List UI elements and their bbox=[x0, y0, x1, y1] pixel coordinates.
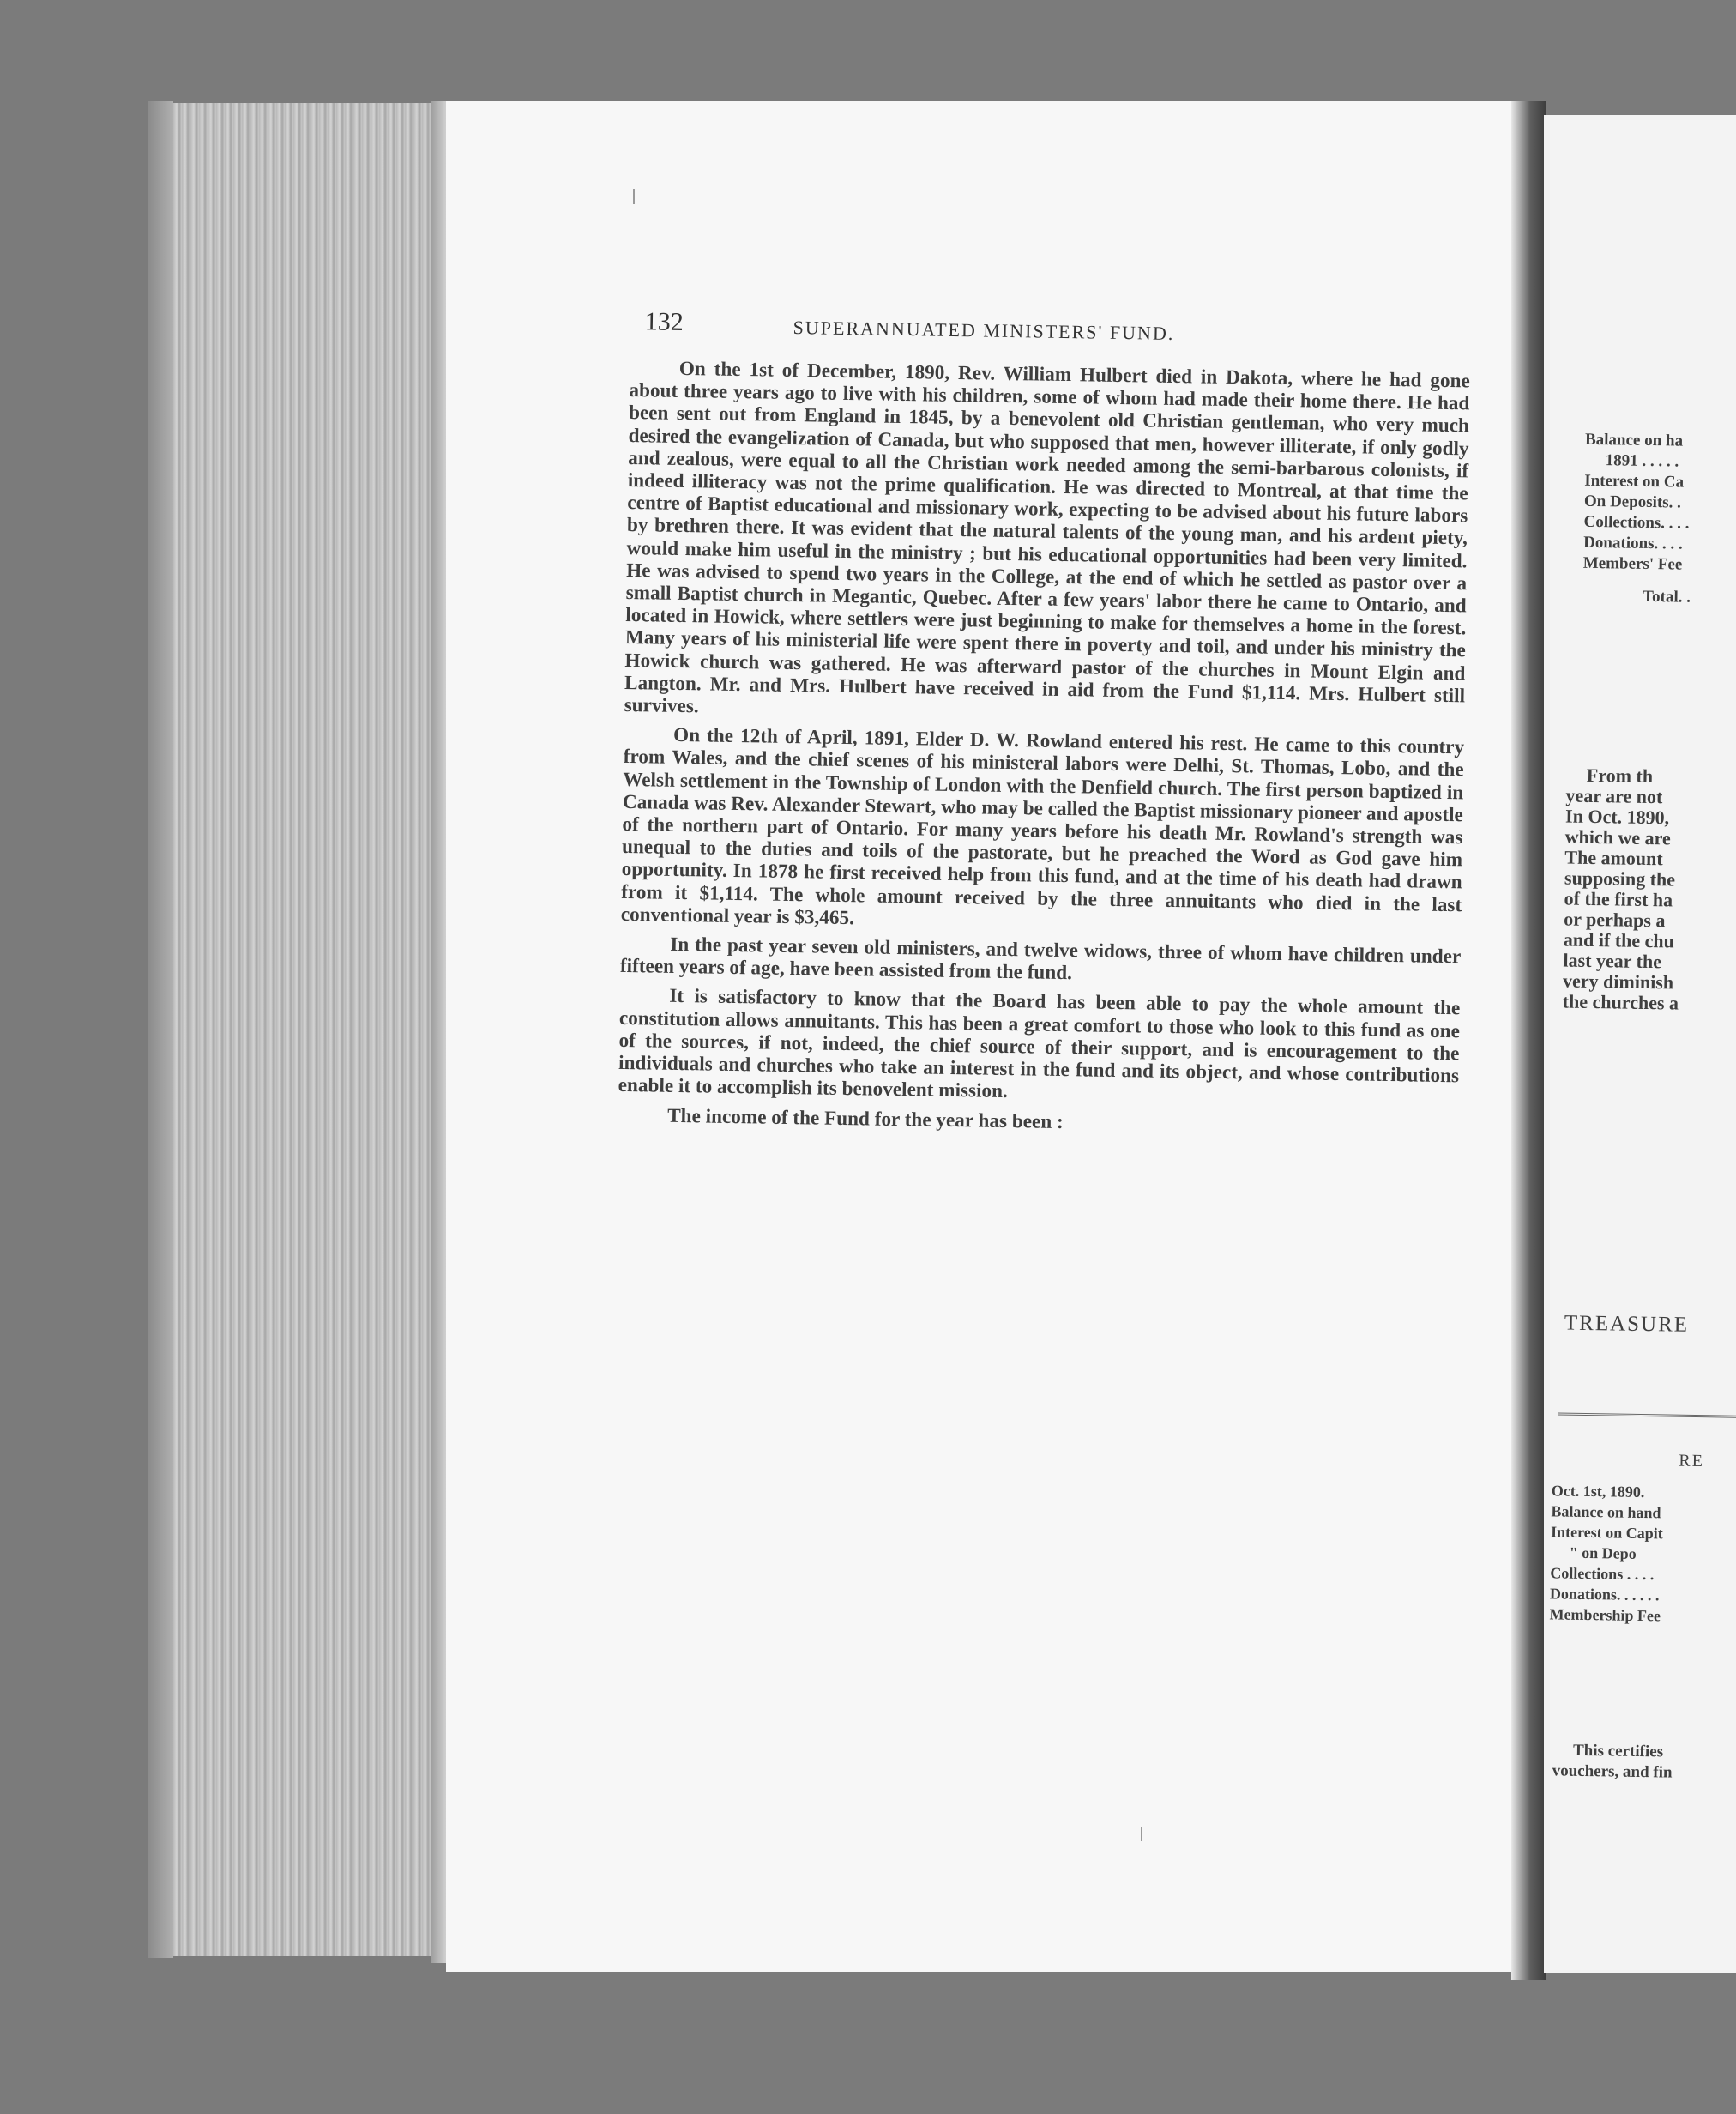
main-text-block bbox=[618, 307, 1471, 1146]
right-page bbox=[1544, 115, 1736, 1973]
table-row: Interest on Ca bbox=[1584, 471, 1685, 492]
paragraph-satisfactory: It is satisfactory to know that the Board has been able to pay the whole amount the constitution allows annuitants. This has been a great comfort to those who look to this fund as one of the sources, if not, indeed, the chief source of their support, and is encouragement to the individuals and churches who take an interest in the fund and its object, and whose contributions enable it to accomplish its benovelent mission. bbox=[618, 985, 1461, 1103]
table-row: Membership Fee bbox=[1549, 1605, 1661, 1625]
text-line: very diminish bbox=[1562, 969, 1674, 994]
income-table-partial bbox=[1582, 430, 1693, 608]
table-row: Interest on Capit bbox=[1550, 1523, 1663, 1543]
stacked-page-edges bbox=[148, 103, 448, 1956]
text-line: The amount bbox=[1564, 846, 1663, 870]
table-row: " on Depo bbox=[1569, 1543, 1637, 1562]
table-row: Donations. . . . bbox=[1583, 533, 1683, 553]
right-page-text bbox=[1544, 115, 1736, 1782]
table-row: Members' Fee bbox=[1582, 553, 1683, 574]
text-line: and if the chu bbox=[1563, 928, 1675, 952]
table-row: Donations. . . . . . bbox=[1549, 1585, 1660, 1604]
running-title: SUPERANNUATED MINISTERS' FUND. bbox=[793, 316, 1175, 344]
book-edge-shadow bbox=[148, 101, 173, 1958]
book-spine bbox=[1511, 101, 1546, 1980]
certification-partial bbox=[1552, 1740, 1673, 1783]
table-total: Total. . bbox=[1643, 587, 1691, 607]
paper-mark bbox=[1141, 1827, 1142, 1841]
paragraph-hulbert: On the 1st of December, 1890, Rev. William Hulbert died in Dakota, where he had gone about three years ago to live with his children, some of whom had made their home there. He had been sent out from England in 1845, by a benevolent old Christian gentleman, who very much desired the evangelization of Canada, but who supposed that men, however illiterate, if only godly and zealous, were equal to all the Christian work needed among the semi-barbarous colonists, if indeed illiteracy was not the prime qualification. He was directed to Montreal, at that time the centre of Baptist educational and missionary work, expecting to be advised about his future labors by brethren there. It was evident that the natural talents of the young man, and his ardent piety, would make him useful in the ministry ; but his educational opportunities had been very limited. He was advised to spend two years in the College, at the end of which he settled as pastor over a small Baptist church in Megantic, Quebec. After a few years' labor there he came to Ontario, and located in Howick, where settlers were just beginning to make for themselves a home in the forest. Many years of his ministerial life were spent there in poverty and toil, and under his ministry the Howick church was gathered. He was afterward pastor of the churches in Mount Elgin and Langton. Mr. and Mrs. Hulbert have received in aid from the Fund $1,114. Mrs. Hulbert still survives. bbox=[624, 357, 1470, 718]
table-row: On Deposits. . bbox=[1583, 492, 1682, 512]
right-paragraph-partial bbox=[1563, 764, 1683, 1013]
receipts-table-partial bbox=[1549, 1481, 1663, 1627]
body-text bbox=[618, 357, 1470, 1139]
table-row: Balance on ha bbox=[1584, 430, 1684, 450]
treasurer-heading: TREASURE bbox=[1564, 1311, 1690, 1337]
paragraph-assisted: In the past year seven old ministers, and twelve widows, three of whom have children under fifteen years of age, have been assisted from the fund. bbox=[619, 933, 1462, 985]
text-line: the churches a bbox=[1562, 990, 1679, 1014]
table-row: 1891 . . . . . bbox=[1605, 451, 1679, 471]
text-line: or perhaps a bbox=[1564, 908, 1666, 932]
paragraph-rowland: On the 12th of April, 1891, Elder D. W. Rowland entered his rest. He came to this country from Wales, and the chief scenes of his ministeral labors were Delhi, St. Thomas, Lobo, and the Welsh settlement in the Township of London with the Denfield church. The first person baptized in Canada was Rev. Alexander Stewart, who may be called the Baptist missionary pioneer and apostle of the northern part of Ontario. For many years before his death Mr. Rowland's strength was unequal to the duties and toils of the pastorate, but he preached the Word as God gave him opportunity. In 1878 he first received help from this fund, and at the time of his death had drawn from it $1,114. The whole amount received by the three annuitants who died in the last conventional year is $3,465. bbox=[620, 724, 1465, 930]
table-row: Collections. . . . bbox=[1583, 512, 1690, 533]
double-rule bbox=[1558, 1412, 1736, 1418]
page-number: 132 bbox=[644, 307, 684, 336]
text-line: last year the bbox=[1563, 949, 1662, 973]
text-line: which we are bbox=[1564, 825, 1672, 849]
table-row: Balance on hand bbox=[1551, 1502, 1661, 1522]
table-row: Oct. 1st, 1890. bbox=[1551, 1482, 1645, 1501]
receipts-heading: RE bbox=[1679, 1451, 1705, 1471]
text-line: In Oct. 1890, bbox=[1564, 805, 1670, 829]
text-line: of the first ha bbox=[1564, 887, 1673, 911]
paragraph-income: The income of the Fund for the year has been : bbox=[667, 1104, 1064, 1133]
paper-mark bbox=[633, 189, 635, 204]
text-line: year are not bbox=[1565, 784, 1663, 808]
table-row: Collections . . . . bbox=[1550, 1564, 1655, 1584]
text-line: This certifies bbox=[1572, 1741, 1664, 1761]
text-line: supposing the bbox=[1564, 867, 1676, 891]
text-line: From th bbox=[1586, 764, 1654, 788]
text-line: vouchers, and fin bbox=[1552, 1761, 1673, 1782]
